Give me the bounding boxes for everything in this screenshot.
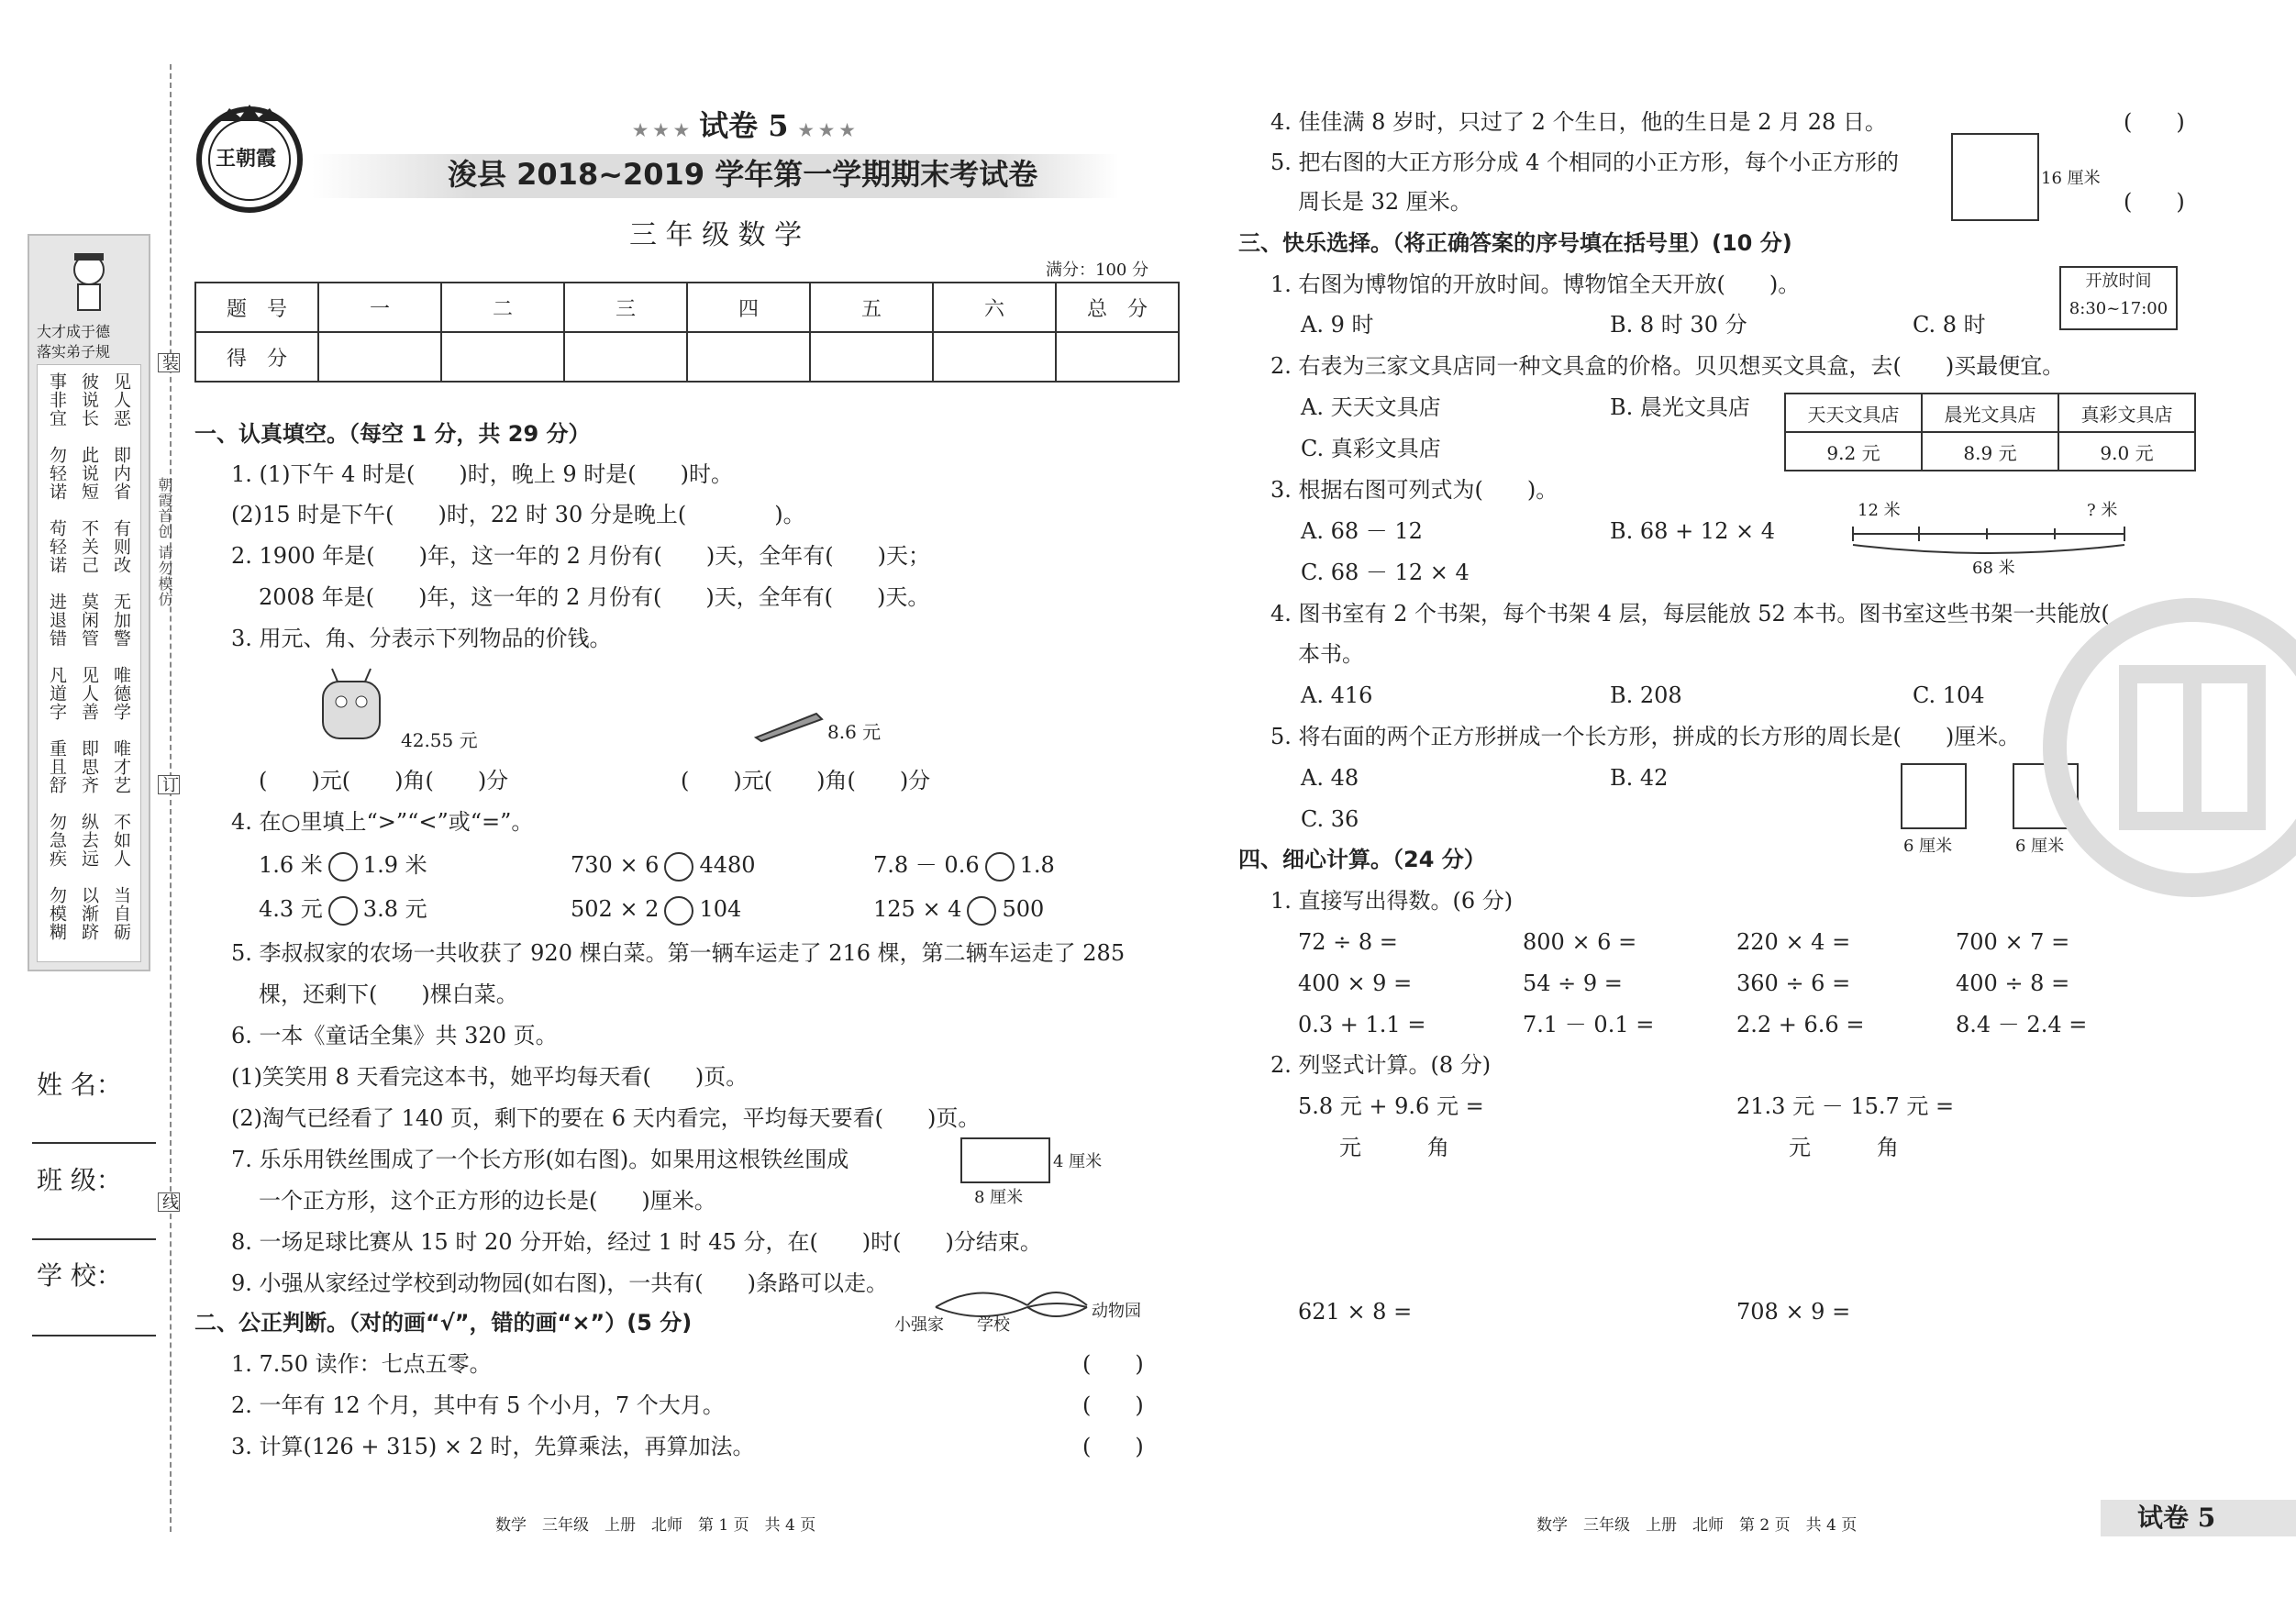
question: 周长是 32 厘米。 [1298, 189, 1472, 215]
seal-ding: 订 [160, 776, 179, 793]
couplet: 不如人 [111, 813, 131, 868]
route-label: 动物园 [1092, 1302, 1141, 1321]
subject-title: 三 年 级 数 学 [629, 219, 803, 251]
watermark-seal [2032, 587, 2296, 908]
question: 1. 直接写出得数。(6 分) [1270, 888, 1514, 914]
answer-paren[interactable]: ( ) [2124, 109, 2185, 135]
answer-paren[interactable]: ( ) [1082, 1434, 1144, 1459]
seal-xian: 线 [160, 1193, 179, 1211]
question: 2. 右表为三家文具店同一种文具盒的价格。贝贝想买文具盒，去( )买最便宜。 [1270, 353, 2065, 379]
couplet: 苟轻诺 [47, 519, 67, 574]
shop-name: 晨光文具店 [1922, 394, 2058, 432]
school-field[interactable] [32, 1335, 156, 1336]
shop-name: 真彩文具店 [2058, 394, 2195, 432]
price-label: 42.55 元 [401, 729, 478, 751]
question: 3. 用元、角、分表示下列物品的价钱。 [231, 626, 612, 651]
option: A. 9 时 [1301, 312, 1374, 338]
compare-left: 730 × 6 [571, 852, 660, 878]
hours-title: 开放时间 [2085, 272, 2152, 291]
calc-item: 7.1 － 0.1 = [1523, 1012, 1655, 1037]
answer-paren[interactable]: ( ) [1082, 1351, 1144, 1377]
question: 1. (1)下午 4 时是( )时，晚上 9 时是( )时。 [231, 461, 734, 487]
cartoon-icon [61, 250, 116, 314]
option: B. 42 [1610, 765, 1669, 791]
option: C. 8 时 [1913, 312, 1986, 338]
option: B. 8 时 30 分 [1610, 312, 1747, 338]
class-label: 班 级： [37, 1165, 122, 1195]
question: 2. 一年有 12 个月，其中有 5 个小月，7 个大月。 [231, 1392, 725, 1418]
compare-circle[interactable] [664, 896, 693, 926]
question: 7. 乐乐用铁丝围成了一个长方形(如右图)。如果用这根铁丝围成 [231, 1147, 849, 1172]
calc-item: 0.3 + 1.1 = [1298, 1012, 1426, 1037]
compare-left: 125 × 4 [873, 896, 962, 922]
section-4-title: 四、细心计算。（24 分） [1238, 847, 1486, 872]
paper-series: ★ ★ ★ 试卷 5 ★ ★ ★ [633, 108, 855, 143]
question: 2. 列竖式计算。(8 分) [1270, 1052, 1492, 1078]
vertical-calc: 5.8 元 + 9.6 元 = [1298, 1093, 1484, 1119]
score-cell[interactable] [1056, 332, 1179, 382]
couplet: 勿模糊 [47, 886, 67, 941]
couplet: 纵去远 [79, 813, 99, 868]
question: 9. 小强从家经过学校到动物园(如右图)，一共有( )条路可以走。 [231, 1270, 888, 1296]
couplet: 彼说长 [79, 372, 99, 427]
warning-text: 朝霞首创 请勿模仿 [156, 477, 173, 608]
couplet: 即思齐 [79, 739, 99, 794]
question: 一个正方形，这个正方形的边长是( )厘米。 [259, 1188, 716, 1214]
compare-item [571, 851, 756, 882]
route-label: 学校 [977, 1315, 1010, 1335]
calc-item: 400 ÷ 8 = [1956, 970, 2070, 996]
couplet: 不关己 [79, 519, 99, 574]
option: C. 36 [1301, 806, 1359, 832]
logo [193, 101, 307, 216]
answer-paren[interactable]: ( ) [1082, 1392, 1144, 1418]
couplet: 进退错 [47, 593, 67, 648]
answer-paren[interactable]: ( ) [2124, 189, 2185, 215]
school-label: 学 校： [37, 1260, 122, 1291]
score-header: 题 号 [195, 283, 318, 332]
compare-item [259, 895, 427, 926]
question: (2)淘气已经看了 140 页，剩下的要在 6 天内看完，平均每天要看( )页。 [231, 1105, 981, 1131]
segment-label: ? 米 [2087, 501, 2118, 520]
motto-box [28, 234, 150, 971]
rect-height-label: 4 厘米 [1053, 1152, 1103, 1171]
couplet: 当自砺 [111, 886, 131, 941]
compare-right: 1.9 米 [362, 852, 427, 878]
compare-circle[interactable] [328, 896, 358, 926]
score-cell[interactable] [687, 332, 810, 382]
compare-left: 7.8 － 0.6 [873, 852, 980, 878]
binding-dashed-line [170, 64, 172, 1532]
unit-label: 元 角 [1789, 1135, 1899, 1160]
couplet: 重且舒 [47, 739, 67, 794]
question: 2. 1900 年是( )年，这一年的 2 月份有( )天，全年有( )天； [231, 543, 930, 569]
name-field[interactable] [32, 1142, 156, 1144]
couplet: 见人恶 [111, 372, 131, 427]
calc-item: 220 × 4 = [1736, 929, 1851, 955]
vertical-calc: 708 × 9 = [1736, 1299, 1851, 1325]
compare-right: 1.8 [1019, 852, 1055, 878]
price-table [1784, 393, 2196, 471]
couplet: 即内省 [111, 446, 131, 501]
calc-item: 400 × 9 = [1298, 970, 1413, 996]
couplet: 见人善 [79, 666, 99, 721]
question: (1)笑笑用 8 天看完这本书，她平均每天看( )页。 [231, 1064, 749, 1090]
option: C. 104 [1913, 682, 1985, 708]
compare-item [873, 851, 1055, 882]
score-header: 一 [318, 283, 441, 332]
question: ( )元( )角( )分 [681, 768, 931, 793]
score-cell[interactable] [933, 332, 1056, 382]
shop-price: 9.0 元 [2058, 432, 2195, 471]
score-header: 三 [564, 283, 687, 332]
question: 3. 根据右图可列式为( )。 [1270, 477, 1558, 503]
couplet: 此说短 [79, 446, 99, 501]
couplet: 事非宜 [47, 372, 67, 427]
shop-price: 8.9 元 [1922, 432, 2058, 471]
unit-label: 元 角 [1339, 1135, 1449, 1160]
calc-item: 700 × 7 = [1956, 929, 2070, 955]
compare-right: 3.8 元 [362, 896, 427, 922]
score-cell[interactable] [810, 332, 933, 382]
square-label: 6 厘米 [2015, 837, 2065, 856]
option: A. 416 [1301, 682, 1373, 708]
compare-left: 1.6 米 [259, 852, 323, 878]
full-marks: 满分：100 分 [1046, 261, 1149, 280]
couplet: 唯才艺 [111, 739, 131, 794]
question: 8. 一场足球比赛从 15 时 20 分开始，经过 1 时 45 分，在( )时( )分结束。 [231, 1229, 1042, 1255]
calc-item: 72 ÷ 8 = [1298, 929, 1398, 955]
couplet: 有则改 [111, 519, 131, 574]
score-table [194, 282, 1180, 383]
seal-zhuang: 装 [160, 354, 179, 372]
couplet: 勿急疾 [47, 813, 67, 868]
score-header: 五 [810, 283, 933, 332]
motto-1: 大才成于德 [37, 323, 111, 340]
page-footer: 数学 三年级 上册 北师 第 1 页 共 4 页 [495, 1516, 816, 1535]
option: B. 68 + 12 × 4 [1610, 518, 1775, 544]
square-figure [1901, 763, 1967, 829]
pen-icon [752, 706, 826, 743]
vertical-calc: 21.3 元 － 15.7 元 = [1736, 1093, 1955, 1119]
class-field[interactable] [32, 1238, 156, 1240]
question: 4. 在○里填上“>”“<”或“=”。 [231, 809, 534, 835]
score-cell[interactable] [564, 332, 687, 382]
shop-price: 9.2 元 [1785, 432, 1922, 471]
question: 4. 佳佳满 8 岁时，只过了 2 个生日，他的生日是 2 月 28 日。 [1270, 109, 1887, 135]
option: B. 208 [1610, 682, 1682, 708]
compare-item [571, 895, 741, 926]
question: 5. 李叔叔家的农场一共收获了 920 棵白菜。第一辆车运走了 216 棵，第二辆车运走了 285 [231, 940, 1126, 966]
calc-item: 360 ÷ 6 = [1736, 970, 1851, 996]
compare-circle[interactable] [985, 852, 1015, 882]
question: 4. 图书室有 2 个书架，每个书架 4 层，每层能放 52 本书。图书室这些书架一共能放( ) [1270, 601, 2163, 627]
question: 3. 计算(126 + 315) × 2 时，先算乘法，再算加法。 [231, 1434, 755, 1459]
exam-title: 浚县 2018~2019 学年第一学期期末考试卷 [448, 157, 1038, 192]
score-header: 四 [687, 283, 810, 332]
compare-circle[interactable] [328, 852, 358, 882]
compare-right: 104 [699, 896, 742, 922]
compare-item [873, 895, 1044, 926]
option: A. 68 － 12 [1301, 518, 1423, 544]
page-footer: 数学 三年级 上册 北师 第 2 页 共 4 页 [1536, 1516, 1858, 1535]
backpack-icon [312, 665, 394, 748]
question: 5. 将右面的两个正方形拼成一个长方形，拼成的长方形的周长是( )厘米。 [1270, 724, 2021, 749]
question: 1. 7.50 读作：七点五零。 [231, 1351, 492, 1377]
compare-circle[interactable] [967, 896, 996, 926]
question: 6. 一本《童话全集》共 320 页。 [231, 1023, 558, 1048]
option: A. 天天文具店 [1301, 394, 1441, 420]
compare-circle[interactable] [664, 852, 693, 882]
question: ( )元( )角( )分 [259, 768, 509, 793]
square-figure [1951, 133, 2039, 221]
segment-label: 12 米 [1858, 501, 1901, 520]
name-label: 姓 名： [37, 1070, 122, 1100]
question: 本书。 [1298, 641, 1364, 667]
score-cell[interactable] [441, 332, 564, 382]
score-header: 二 [441, 283, 564, 332]
score-header: 总 分 [1056, 283, 1179, 332]
price-label: 8.6 元 [827, 721, 882, 743]
score-header: 六 [933, 283, 1056, 332]
question: 1. 右图为博物馆的开放时间。博物馆全天开放( )。 [1270, 272, 1801, 297]
calc-item: 8.4 － 2.4 = [1956, 1012, 2088, 1037]
square-label: 16 厘米 [2041, 169, 2101, 188]
shop-name: 天天文具店 [1785, 394, 1922, 432]
section-3-title: 三、快乐选择。（将正确答案的序号填在括号里）(10 分) [1238, 230, 1792, 256]
couplet: 唯德学 [111, 666, 131, 721]
compare-left: 4.3 元 [259, 896, 323, 922]
section-2-title: 二、公正判断。（对的画“√”，错的画“×”）(5 分) [194, 1310, 693, 1336]
calc-item: 2.2 + 6.6 = [1736, 1012, 1865, 1037]
score-cell[interactable] [318, 332, 441, 382]
question: 2008 年是( )年，这一年的 2 月份有( )天，全年有( )天。 [259, 584, 930, 610]
corner-label: 试卷 5 [2137, 1503, 2216, 1533]
question: 棵，还剩下( )棵白菜。 [259, 981, 518, 1007]
couplet: 勿轻诺 [47, 446, 67, 501]
segment-label: 68 米 [1972, 559, 2015, 578]
score-row-label: 得 分 [195, 332, 318, 382]
couplet-box [37, 364, 141, 962]
series-label: 试卷 5 [699, 108, 789, 143]
calc-item: 800 × 6 = [1523, 929, 1637, 955]
couplet: 莫闲管 [79, 593, 99, 648]
couplet: 凡道字 [47, 666, 67, 721]
question: (2)15 时是下午( )时，22 时 30 分是晚上( )。 [231, 502, 805, 527]
option: C. 68 － 12 × 4 [1301, 560, 1470, 585]
square-label: 6 厘米 [1903, 837, 1953, 856]
vertical-calc: 621 × 8 = [1298, 1299, 1413, 1325]
couplet: 无加警 [111, 593, 131, 648]
hours-box [2059, 266, 2178, 330]
option: C. 真彩文具店 [1301, 436, 1441, 461]
rectangle-figure [960, 1137, 1050, 1183]
question: 5. 把右图的大正方形分成 4 个相同的小正方形，每个小正方形的 [1270, 150, 1900, 175]
hours-value: 8:30~17:00 [2069, 299, 2168, 318]
couplet: 以渐跻 [79, 886, 99, 941]
rect-width-label: 8 厘米 [974, 1188, 1024, 1207]
compare-left: 502 × 2 [571, 896, 660, 922]
section-1-title: 一、认真填空。（每空 1 分，共 29 分） [194, 421, 591, 447]
calc-item: 54 ÷ 9 = [1523, 970, 1623, 996]
logo-text: 王朝霞 [216, 147, 277, 171]
option: B. 晨光文具店 [1610, 394, 1750, 420]
compare-right: 4480 [699, 852, 756, 878]
compare-item [259, 851, 427, 882]
motto-2: 落实弟子规 [37, 343, 111, 360]
option: A. 48 [1301, 765, 1359, 791]
route-label: 小强家 [894, 1315, 944, 1335]
compare-right: 500 [1002, 896, 1045, 922]
